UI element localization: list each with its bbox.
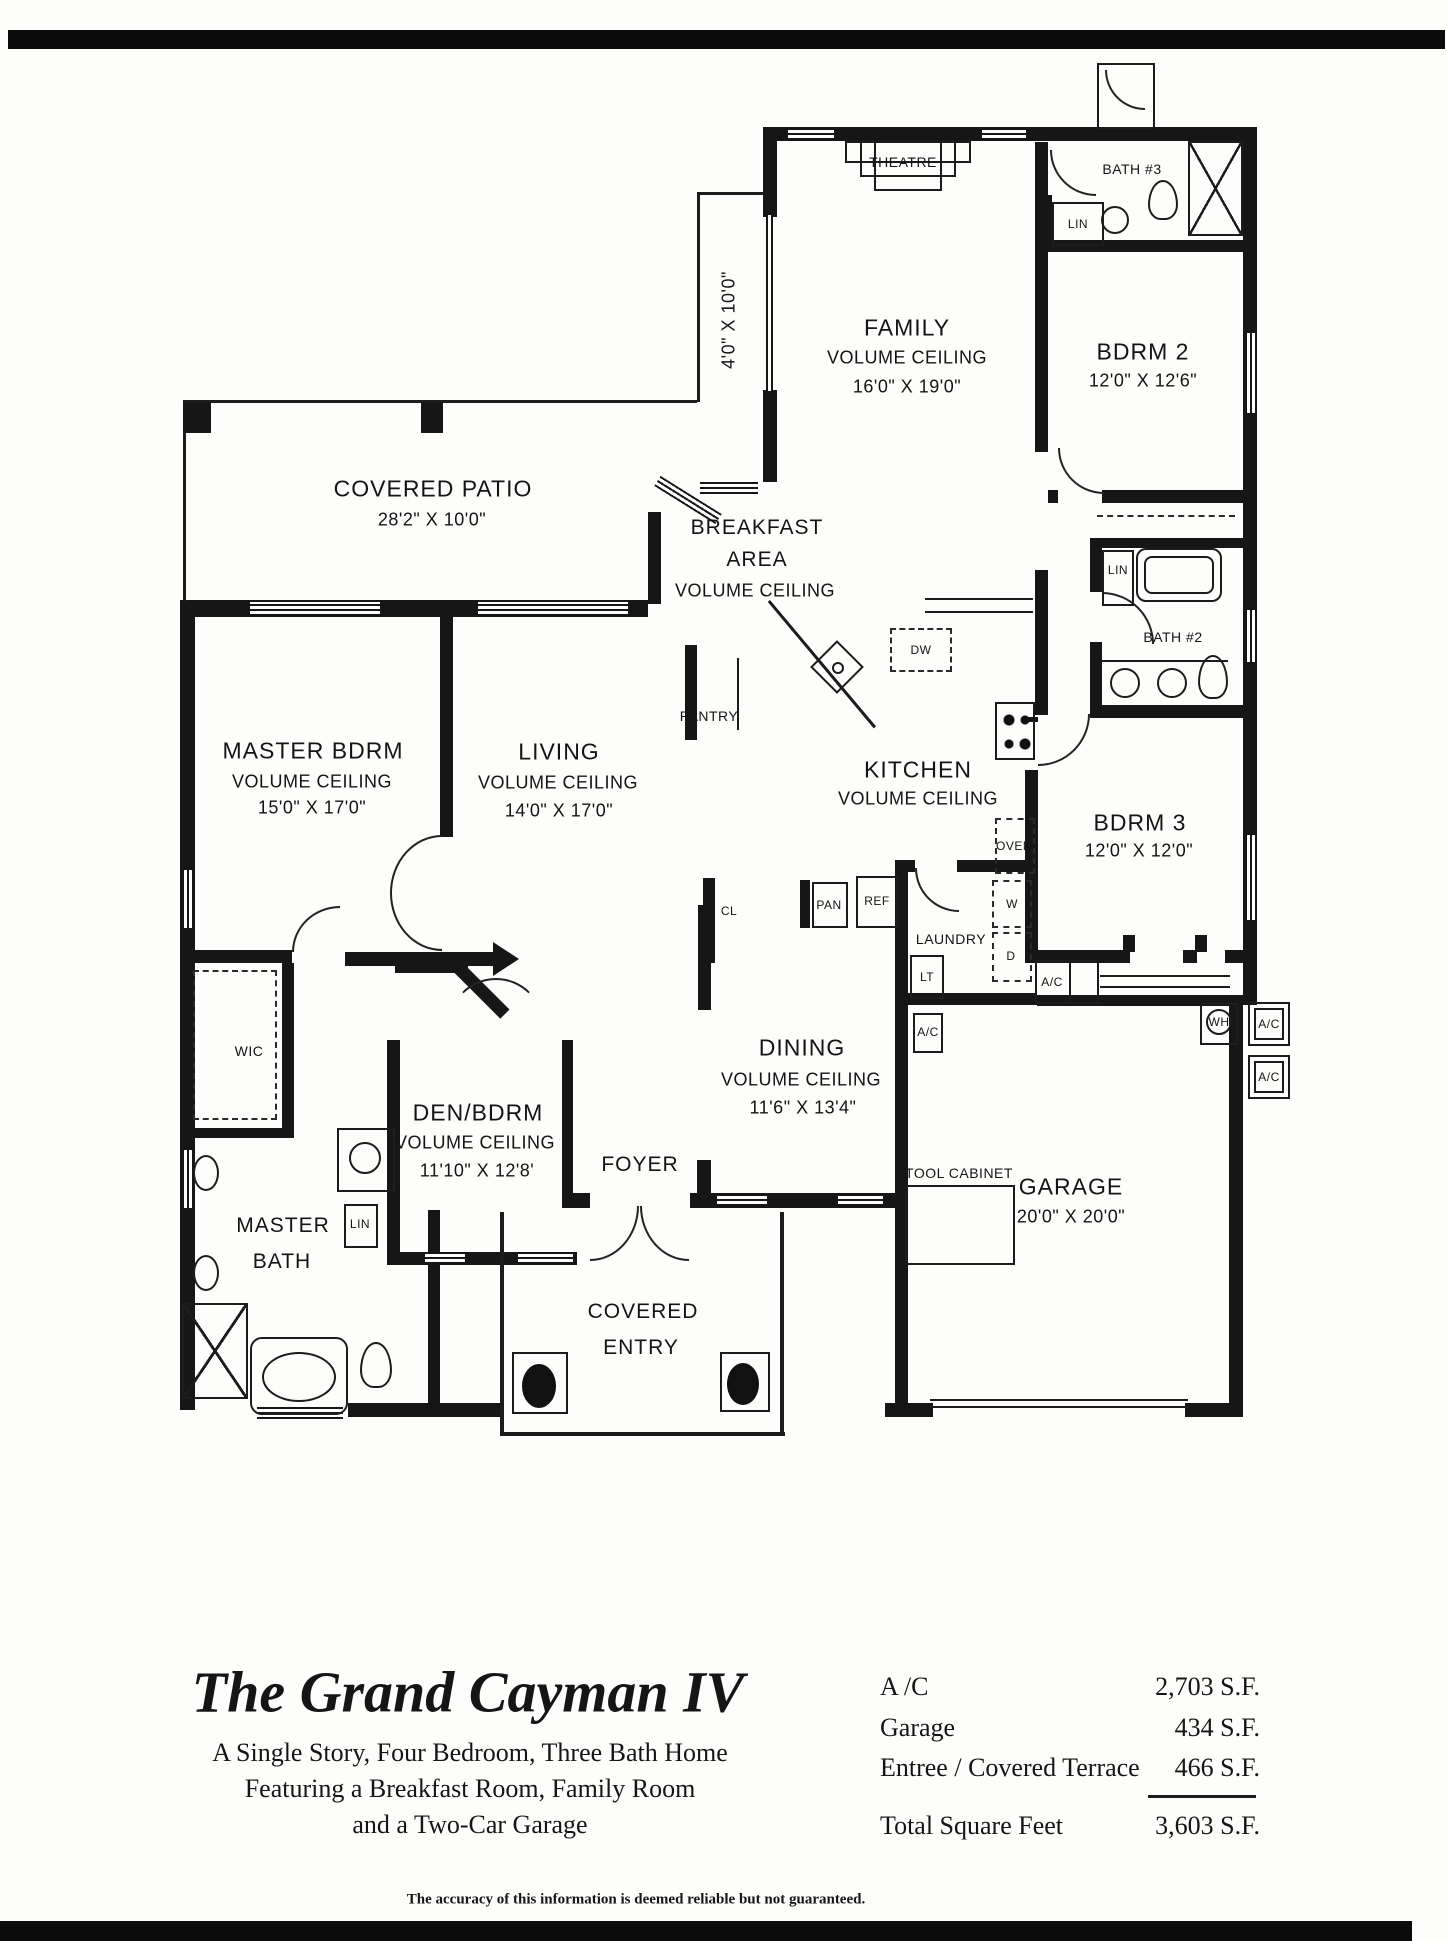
ac-label: A/C: [1258, 1070, 1280, 1084]
master-ceiling-label: VOLUME CEILING: [231, 771, 393, 792]
bdrm3-label: BDRM 3: [1093, 809, 1187, 836]
door-arc: [1038, 714, 1090, 766]
door-arc: [1058, 448, 1104, 494]
wall-segment: [885, 1403, 933, 1417]
area-row-label: Entree / Covered Terrace: [880, 1753, 1140, 1782]
den-ceiling-label: VOLUME CEILING: [394, 1132, 556, 1153]
opening: [1130, 950, 1183, 963]
den-label: DEN/BDRM: [412, 1099, 544, 1126]
toilet: [360, 1342, 392, 1388]
dining-label: DINING: [758, 1034, 846, 1061]
living-dims-label: 14'0" X 17'0": [504, 800, 614, 821]
wall-segment: [1035, 142, 1048, 452]
garage-label: GARAGE: [1018, 1173, 1124, 1200]
entry-column: [727, 1363, 759, 1405]
dishwasher-label: DW: [910, 643, 932, 657]
plan-subtitle-line: Featuring a Breakfast Room, Family Room: [244, 1774, 696, 1803]
wic-label: WIC: [234, 1043, 264, 1059]
sink: [193, 1255, 219, 1291]
wall-segment: [183, 1128, 294, 1138]
wall-segment: [648, 512, 661, 604]
foyer-label: FOYER: [601, 1153, 679, 1176]
patio-post: [421, 403, 443, 433]
wall-segment: [440, 617, 453, 837]
faucet: [832, 662, 844, 674]
laundry-label: LAUNDRY: [915, 931, 987, 947]
tool-cabinet-label: TOOL CABINET: [905, 1165, 1013, 1181]
area-row-value: 2,703 S.F.: [1155, 1672, 1260, 1701]
door-arc: [915, 868, 959, 912]
window: [478, 602, 628, 616]
kitchen-counter: [925, 611, 1033, 613]
wall-segment: [763, 390, 777, 482]
shower-stall: [1188, 141, 1243, 236]
oven-label: OVEN: [995, 839, 1033, 853]
bathtub-inner: [1144, 556, 1214, 594]
master-bdrm-label: MASTER BDRM: [222, 737, 404, 764]
wall-segment: [348, 1403, 500, 1417]
washer-label: W: [1006, 897, 1018, 911]
disclaimer-text: The accuracy of this information is deemed reliable but not guaranteed.: [406, 1891, 866, 1908]
plan-subtitle-line: and a Two-Car Garage: [352, 1810, 588, 1839]
tool-cabinet-box: [905, 1185, 1015, 1265]
wall-segment: [697, 1160, 711, 1193]
top-rule-bar: [8, 30, 1445, 49]
window: [982, 129, 1026, 140]
dining-dims-label: 11'6" X 13'4": [749, 1097, 857, 1118]
wall-segment: [1090, 705, 1243, 718]
garage-door-line: [930, 1399, 1188, 1401]
window: [182, 870, 192, 928]
box-divider: [1069, 962, 1071, 1002]
kitchen-ceiling-label: VOLUME CEILING: [837, 788, 999, 809]
bdrm2-dims-label: 12'0" X 12'6": [1088, 370, 1198, 391]
area-row-label: Garage: [880, 1713, 956, 1742]
family-ceiling-label: VOLUME CEILING: [826, 347, 988, 368]
window: [788, 129, 834, 140]
covered-entry-label2: ENTRY: [603, 1336, 679, 1359]
wall-stub: [1123, 935, 1135, 952]
master-bath-label: MASTER: [236, 1214, 330, 1237]
garage-door-line: [930, 1406, 1188, 1408]
walkway-edge: [697, 192, 700, 402]
dining-ceiling-label: VOLUME CEILING: [720, 1069, 882, 1090]
theatre-label: THEATRE: [869, 154, 937, 170]
refrigerator-label: REF: [864, 894, 890, 908]
wall-segment: [428, 1210, 440, 1403]
walkway-edge: [697, 192, 763, 195]
shower-stall: [182, 1303, 248, 1399]
area-row-label: A /C: [880, 1672, 929, 1701]
living-ceiling-label: VOLUME CEILING: [477, 772, 639, 793]
kitchen-label: KITCHEN: [864, 756, 972, 783]
garden-tub-inner: [262, 1352, 336, 1402]
window: [425, 1254, 465, 1264]
pantry-cab-label: PAN: [816, 898, 842, 912]
patio-label: COVERED PATIO: [333, 475, 533, 502]
garage-dims-label: 20'0" X 20'0": [1016, 1206, 1126, 1227]
window: [518, 1254, 573, 1264]
header-line: [1100, 975, 1230, 977]
bath3-label: BATH #3: [1102, 161, 1162, 177]
wall-stub: [800, 880, 810, 928]
wall-segment: [895, 860, 908, 1417]
window: [766, 215, 773, 391]
wall-segment: [282, 963, 294, 1133]
family-room-label: FAMILY: [863, 314, 951, 341]
patio-corner-post: [183, 403, 211, 433]
entry-door-leaf: [640, 1206, 689, 1261]
total-label: Total Square Feet: [880, 1811, 1064, 1840]
double-door-leaf: [390, 893, 442, 951]
master-dims-label: 15'0" X 17'0": [257, 797, 367, 818]
wall-segment: [1185, 1403, 1243, 1417]
bdrm2-label: BDRM 2: [1096, 338, 1190, 365]
sink: [193, 1155, 219, 1191]
linen-label: LIN: [1067, 217, 1089, 231]
area-row-value: 434 S.F.: [1174, 1713, 1260, 1742]
laundry-tub-label: LT: [919, 970, 935, 984]
door-arc: [292, 906, 340, 952]
covered-entry-label: COVERED: [587, 1300, 699, 1323]
double-door-leaf: [390, 835, 442, 893]
bottom-rule-bar: [0, 1921, 1412, 1941]
wall-segment: [1035, 570, 1048, 715]
bath2-label: BATH #2: [1143, 629, 1203, 645]
porch-edge: [780, 1212, 784, 1436]
wall-segment: [685, 645, 697, 740]
window: [182, 1150, 192, 1208]
wall-segment: [1090, 538, 1243, 548]
window: [1245, 835, 1255, 920]
porch-edge: [500, 1212, 504, 1435]
porch-edge: [500, 1432, 785, 1436]
closet-shelf: [1097, 515, 1235, 517]
wall-segment: [763, 127, 777, 217]
kitchen-counter: [925, 598, 1033, 600]
window: [1245, 333, 1255, 413]
breakfast-ceiling-label: VOLUME CEILING: [674, 580, 836, 601]
cooktop: [995, 702, 1035, 760]
sink: [1157, 668, 1187, 698]
window: [1245, 610, 1255, 662]
wall-segment: [703, 878, 715, 963]
den-dims-label: 11'10" X 12'8': [419, 1160, 535, 1181]
living-wall-niche: [493, 942, 519, 976]
total-rule: [1148, 1795, 1256, 1798]
window: [717, 1196, 767, 1206]
breakfast-label: BREAKFAST: [690, 516, 824, 539]
wall-segment: [180, 950, 292, 963]
closet-label: CL: [720, 904, 738, 918]
entry-door-leaf: [590, 1206, 639, 1261]
walkway-dims-label: 4'0" X 10'0": [718, 271, 739, 369]
pantry-label: PANTRY: [679, 708, 739, 724]
door-opening: [1090, 592, 1102, 642]
sink: [1148, 180, 1178, 220]
ac-label: A/C: [917, 1025, 939, 1039]
entry-column: [522, 1364, 556, 1408]
window: [700, 482, 758, 494]
patio-dims-label: 28'2" X 10'0": [377, 509, 487, 530]
water-heater-label: WH: [1208, 1015, 1230, 1029]
plan-subtitle-line: A Single Story, Four Bedroom, Three Bath Home: [212, 1738, 728, 1767]
sink: [349, 1142, 381, 1174]
plan-title: The Grand Cayman IV: [191, 1659, 745, 1725]
ac-label: A/C: [1258, 1017, 1280, 1031]
master-bath-label2: BATH: [252, 1250, 312, 1273]
wall-segment: [1229, 1005, 1243, 1403]
breakfast-label2: AREA: [726, 548, 788, 571]
family-dims-label: 16'0" X 19'0": [852, 376, 962, 397]
linen-label: LIN: [349, 1217, 371, 1231]
header-line: [1100, 986, 1230, 988]
window: [250, 602, 380, 616]
door-arc: [1050, 150, 1096, 196]
wall-segment: [562, 1040, 573, 1195]
wall-segment: [1040, 195, 1052, 245]
wall-stub: [898, 878, 908, 928]
dryer-label: D: [1006, 949, 1016, 963]
linen-closet: [1102, 550, 1134, 606]
total-value: 3,603 S.F.: [1155, 1811, 1260, 1840]
living-label: LIVING: [518, 738, 600, 765]
linen-label: LIN: [1107, 563, 1129, 577]
ac-label: A/C: [1041, 975, 1063, 989]
wall-stub: [1195, 935, 1207, 952]
bdrm3-dims-label: 12'0" X 12'0": [1084, 840, 1194, 861]
sink: [1110, 668, 1140, 698]
area-row-value: 466 S.F.: [1174, 1753, 1260, 1782]
window: [838, 1196, 883, 1206]
toilet: [1101, 206, 1129, 234]
